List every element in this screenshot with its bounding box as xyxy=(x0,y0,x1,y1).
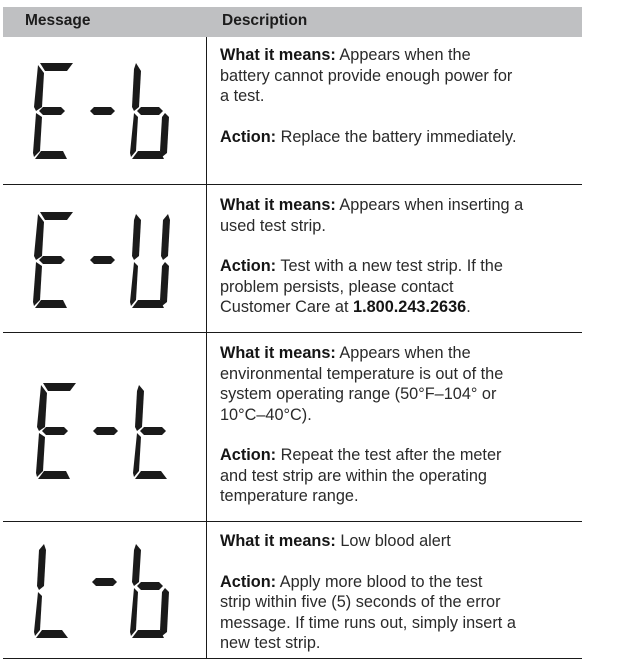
line: Apply more blood to the test xyxy=(279,572,483,591)
action-label: Action: xyxy=(220,446,277,464)
action-label: Action: xyxy=(220,257,277,275)
description-cell xyxy=(220,45,574,147)
line: a test. xyxy=(220,87,265,105)
lcd-code-l-b-icon xyxy=(33,540,183,640)
message-cell xyxy=(3,333,207,521)
line: problem persists, please contact xyxy=(220,277,454,296)
description-cell xyxy=(220,195,574,318)
lcd-code-e-b-icon xyxy=(33,61,183,161)
meaning-text xyxy=(220,343,574,425)
action-text xyxy=(220,256,574,318)
line: used test strip. xyxy=(220,216,326,235)
action-label: Action: xyxy=(220,572,277,591)
meaning-label: What it means: xyxy=(220,196,336,214)
line: Test with a new test strip. If the xyxy=(280,257,503,275)
table-row-e-u xyxy=(3,185,582,333)
message-cell xyxy=(3,522,207,658)
action-text xyxy=(220,572,574,654)
action-text xyxy=(220,445,574,507)
line: strip within five (5) seconds of the error xyxy=(220,593,501,611)
message-cell xyxy=(3,185,207,332)
action-text xyxy=(220,127,574,148)
line: Low blood alert xyxy=(340,532,451,550)
line: Appears when the xyxy=(339,344,471,362)
table-header xyxy=(3,7,582,37)
line: 10°C–40°C). xyxy=(220,405,312,424)
meaning-label: What it means: xyxy=(220,46,336,64)
line: environmental temperature is out of the xyxy=(220,364,504,383)
line: temperature range. xyxy=(220,487,359,505)
line: battery cannot provide enough power for xyxy=(220,66,513,85)
customer-care-phone: 1.800.243.2636 xyxy=(353,298,467,316)
header-description: Description xyxy=(222,12,308,29)
meaning-label: What it means: xyxy=(220,344,336,362)
line: Repeat the test after the meter xyxy=(280,446,502,464)
line: Customer Care at xyxy=(220,298,354,316)
description-cell xyxy=(220,531,574,654)
message-cell xyxy=(3,37,207,184)
description-cell xyxy=(220,343,574,507)
meaning-text xyxy=(220,531,574,552)
table-row-e-t xyxy=(3,333,582,522)
line: . xyxy=(466,298,471,316)
action-label: Action: xyxy=(220,127,277,146)
line: Appears when inserting a xyxy=(339,196,524,214)
line: system operating range (50°F–104° or xyxy=(220,385,497,403)
line: Appears when the xyxy=(339,46,471,64)
table-row-e-b xyxy=(3,37,582,185)
lcd-code-e-u-icon xyxy=(33,210,183,310)
error-messages-table xyxy=(3,7,582,659)
line: message. If time runs out, simply insert a xyxy=(220,613,516,632)
table-row-l-b xyxy=(3,522,582,659)
meaning-label: What it means: xyxy=(220,532,336,550)
line: new test strip. xyxy=(220,634,321,652)
header-message: Message xyxy=(25,12,91,29)
lcd-code-e-t-icon xyxy=(36,381,186,481)
line: Replace the battery immediately. xyxy=(280,127,517,146)
line: and test strip are within the operating xyxy=(220,466,487,485)
meaning-text xyxy=(220,195,574,236)
meaning-text xyxy=(220,45,574,107)
